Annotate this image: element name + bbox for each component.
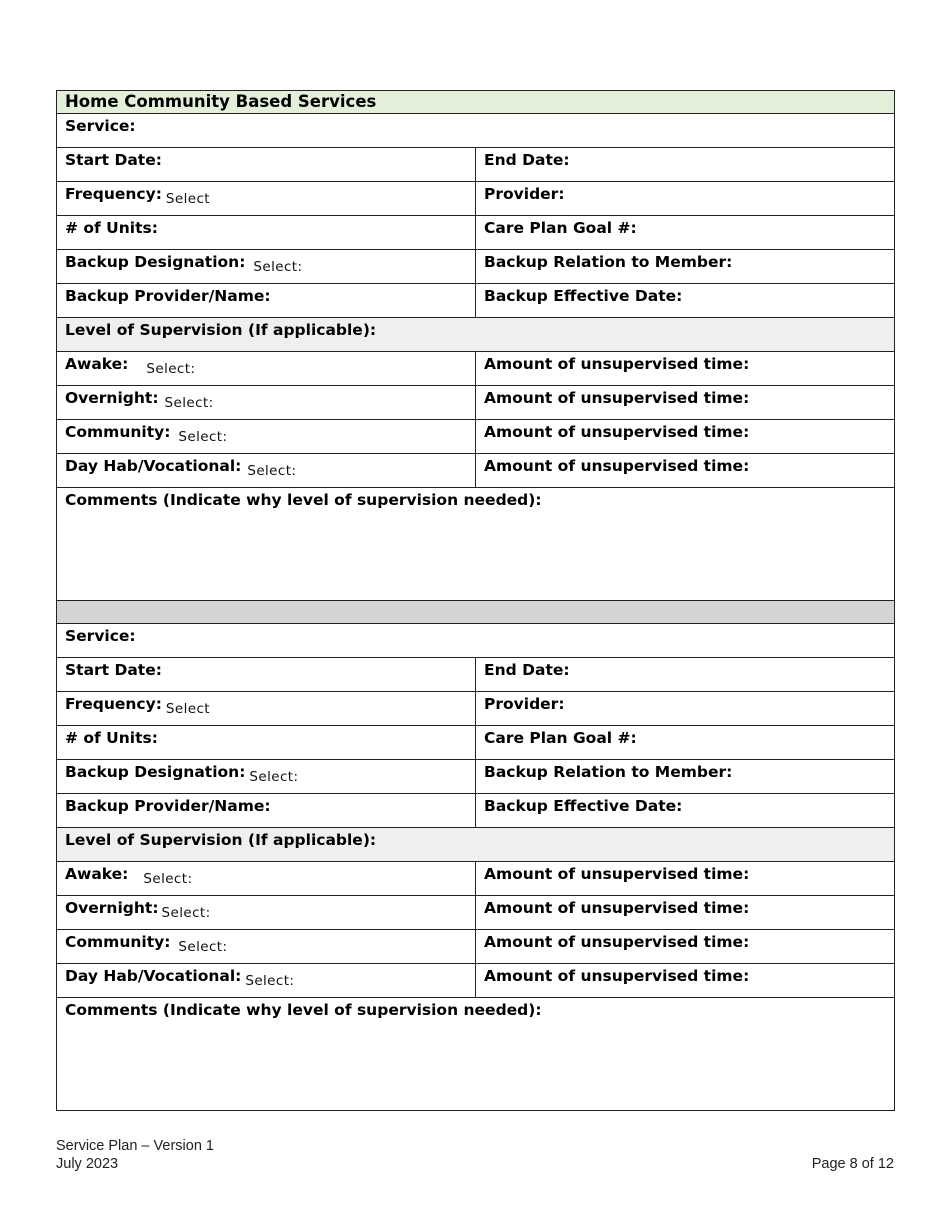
start-date-field-2[interactable] bbox=[57, 658, 476, 692]
provider-field-2[interactable] bbox=[476, 692, 895, 726]
footer-doc-name: Service Plan – Version 1 bbox=[56, 1138, 214, 1154]
community-select[interactable]: Select: bbox=[178, 429, 228, 445]
provider-field-1[interactable] bbox=[476, 182, 895, 216]
frequency-label: Frequency: bbox=[65, 695, 162, 713]
community-field-2 bbox=[57, 930, 476, 964]
frequency-select[interactable]: Select bbox=[165, 701, 210, 717]
frequency-field-1 bbox=[57, 182, 476, 216]
backup-designation-field-1 bbox=[57, 250, 476, 284]
backup-provider-field-2[interactable] bbox=[57, 794, 476, 828]
section-title: Home Community Based Services bbox=[57, 91, 895, 114]
unsupervised-label: Amount of unsupervised time: bbox=[484, 423, 750, 441]
care-plan-goal-label: Care Plan Goal #: bbox=[484, 219, 637, 237]
frequency-label: Frequency: bbox=[65, 185, 162, 203]
comments-field-1[interactable] bbox=[57, 488, 895, 601]
end-date-label: End Date: bbox=[484, 661, 570, 679]
community-label: Community: bbox=[65, 423, 171, 441]
level-supervision-label: Level of Supervision (If applicable): bbox=[65, 321, 377, 339]
awake-unsupervised-field-2[interactable] bbox=[476, 862, 895, 896]
community-field-1 bbox=[57, 420, 476, 454]
overnight-select[interactable]: Select: bbox=[164, 395, 214, 411]
service-field-2[interactable] bbox=[57, 624, 895, 658]
comments-field-2[interactable] bbox=[57, 998, 895, 1111]
unsupervised-label: Amount of unsupervised time: bbox=[484, 389, 750, 407]
level-supervision-heading-2 bbox=[57, 828, 895, 862]
day-hab-label: Day Hab/Vocational: bbox=[65, 457, 242, 475]
footer-date: July 2023 bbox=[56, 1156, 119, 1172]
backup-designation-select[interactable]: Select: bbox=[253, 259, 303, 275]
end-date-label: End Date: bbox=[484, 151, 570, 169]
service-label: Service: bbox=[65, 117, 136, 135]
unsupervised-label: Amount of unsupervised time: bbox=[484, 457, 750, 475]
unsupervised-label: Amount of unsupervised time: bbox=[484, 865, 750, 883]
community-unsupervised-field-1[interactable] bbox=[476, 420, 895, 454]
care-plan-goal-field-1[interactable] bbox=[476, 216, 895, 250]
backup-effective-field-2[interactable] bbox=[476, 794, 895, 828]
units-label: # of Units: bbox=[65, 219, 158, 237]
backup-provider-label: Backup Provider/Name: bbox=[65, 287, 271, 305]
overnight-select[interactable]: Select: bbox=[161, 905, 211, 921]
backup-relation-label: Backup Relation to Member: bbox=[484, 763, 733, 781]
backup-effective-field-1[interactable] bbox=[476, 284, 895, 318]
start-date-label: Start Date: bbox=[65, 661, 162, 679]
comments-label: Comments (Indicate why level of supervision needed): bbox=[65, 1001, 542, 1019]
backup-designation-select[interactable]: Select: bbox=[249, 769, 299, 785]
backup-designation-field-2 bbox=[57, 760, 476, 794]
comments-label: Comments (Indicate why level of supervision needed): bbox=[65, 491, 542, 509]
day-hab-select[interactable]: Select: bbox=[247, 463, 297, 479]
overnight-unsupervised-field-1[interactable] bbox=[476, 386, 895, 420]
awake-select[interactable]: Select: bbox=[143, 871, 193, 887]
day-hab-field-1 bbox=[57, 454, 476, 488]
provider-label: Provider: bbox=[484, 695, 565, 713]
frequency-field-2 bbox=[57, 692, 476, 726]
level-supervision-heading-1 bbox=[57, 318, 895, 352]
day-hab-unsupervised-field-2[interactable] bbox=[476, 964, 895, 998]
awake-label: Awake: bbox=[65, 865, 129, 883]
care-plan-goal-field-2[interactable] bbox=[476, 726, 895, 760]
community-label: Community: bbox=[65, 933, 171, 951]
start-date-field-1[interactable] bbox=[57, 148, 476, 182]
backup-designation-label: Backup Designation: bbox=[65, 253, 246, 271]
unsupervised-label: Amount of unsupervised time: bbox=[484, 355, 750, 373]
units-field-2[interactable] bbox=[57, 726, 476, 760]
section-separator bbox=[57, 601, 895, 624]
unsupervised-label: Amount of unsupervised time: bbox=[484, 967, 750, 985]
day-hab-field-2 bbox=[57, 964, 476, 998]
service-label: Service: bbox=[65, 627, 136, 645]
day-hab-label: Day Hab/Vocational: bbox=[65, 967, 242, 985]
backup-effective-label: Backup Effective Date: bbox=[484, 287, 683, 305]
backup-provider-label: Backup Provider/Name: bbox=[65, 797, 271, 815]
unsupervised-label: Amount of unsupervised time: bbox=[484, 899, 750, 917]
footer-left bbox=[56, 1137, 214, 1173]
start-date-label: Start Date: bbox=[65, 151, 162, 169]
unsupervised-label: Amount of unsupervised time: bbox=[484, 933, 750, 951]
awake-field-1 bbox=[57, 352, 476, 386]
backup-relation-label: Backup Relation to Member: bbox=[484, 253, 733, 271]
service-plan-form bbox=[56, 90, 895, 1111]
service-field-1[interactable] bbox=[57, 114, 895, 148]
awake-label: Awake: bbox=[65, 355, 129, 373]
backup-relation-field-2[interactable] bbox=[476, 760, 895, 794]
backup-relation-field-1[interactable] bbox=[476, 250, 895, 284]
backup-provider-field-1[interactable] bbox=[57, 284, 476, 318]
level-supervision-label: Level of Supervision (If applicable): bbox=[65, 831, 377, 849]
overnight-unsupervised-field-2[interactable] bbox=[476, 896, 895, 930]
day-hab-select[interactable]: Select: bbox=[245, 973, 295, 989]
provider-label: Provider: bbox=[484, 185, 565, 203]
backup-effective-label: Backup Effective Date: bbox=[484, 797, 683, 815]
backup-designation-label: Backup Designation: bbox=[65, 763, 246, 781]
care-plan-goal-label: Care Plan Goal #: bbox=[484, 729, 637, 747]
awake-select[interactable]: Select: bbox=[146, 361, 196, 377]
overnight-field-1 bbox=[57, 386, 476, 420]
awake-unsupervised-field-1[interactable] bbox=[476, 352, 895, 386]
units-label: # of Units: bbox=[65, 729, 158, 747]
overnight-field-2 bbox=[57, 896, 476, 930]
community-unsupervised-field-2[interactable] bbox=[476, 930, 895, 964]
community-select[interactable]: Select: bbox=[178, 939, 228, 955]
overnight-label: Overnight: bbox=[65, 899, 159, 917]
awake-field-2 bbox=[57, 862, 476, 896]
day-hab-unsupervised-field-1[interactable] bbox=[476, 454, 895, 488]
overnight-label: Overnight: bbox=[65, 389, 159, 407]
end-date-field-2[interactable] bbox=[476, 658, 895, 692]
frequency-select[interactable]: Select bbox=[165, 191, 210, 207]
footer-page-number: Page 8 of 12 bbox=[811, 1156, 894, 1172]
end-date-field-1[interactable] bbox=[476, 148, 895, 182]
units-field-1[interactable] bbox=[57, 216, 476, 250]
